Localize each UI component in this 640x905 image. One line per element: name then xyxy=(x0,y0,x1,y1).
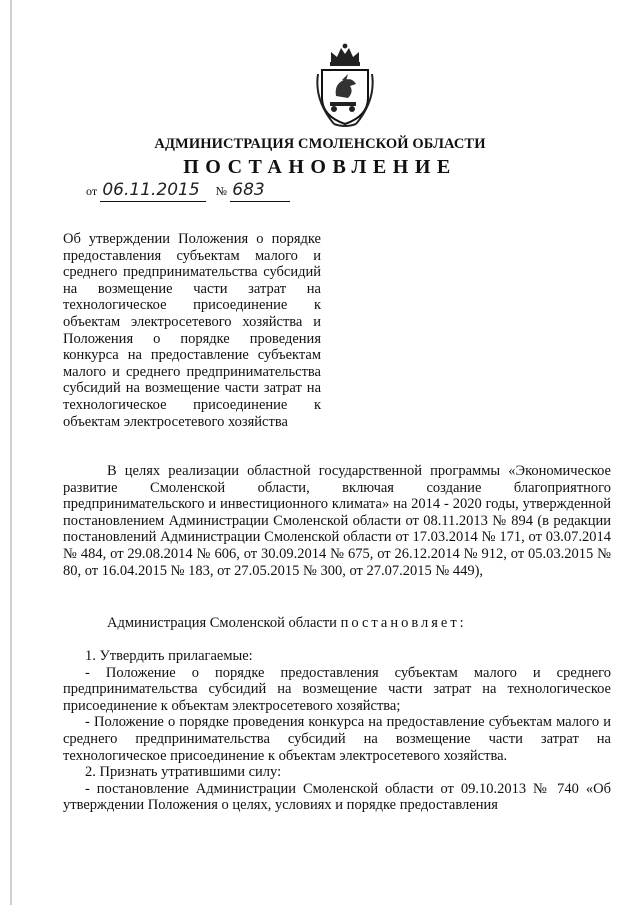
subject-text: Об утверждении Положения о порядке предоставления субъектам малого и среднего предпринимательства субсидий на возмещение части затрат на технологическое присоединение к объектам электросетевого хозяйства и Положения о порядке проведения конкурса на предоставление субъектам малого и среднего предпринимательства субсидий на возмещение части затрат на технологическое присоединение к объектам электросетевого хозяйства xyxy=(63,231,321,430)
item-2-a: - постановление Администрации Смоленской области от 09.10.2013 № 740 «Об утверждении Положения о целях, условиях и порядке предоставления xyxy=(63,780,611,814)
handwritten-date: 06.11.2015 xyxy=(100,180,206,202)
document-subject xyxy=(63,231,321,430)
number-label: № xyxy=(215,184,228,198)
preamble-block xyxy=(63,463,611,579)
item-1-title: 1. Утвердить прилагаемые: xyxy=(85,648,253,664)
item-1-a: - Положение о порядке предоставления субъектам малого и среднего предпринимательства субсидий на возмещение части затрат на технологическое присоединение к объектам электросетевого хозяйства; xyxy=(63,664,611,714)
organization-title: АДМИНИСТРАЦИЯ СМОЛЕНСКОЙ ОБЛАСТИ xyxy=(154,136,486,152)
resolution-items xyxy=(63,648,611,814)
resolution-lead: Администрация Смоленской области xyxy=(107,615,337,631)
resolution-line xyxy=(63,615,611,632)
document-type-title: ПОСТАНОВЛЕНИЕ xyxy=(183,156,457,178)
item-1-b: - Положение о порядке проведения конкурса на предоставление субъектам малого и среднего предпринимательства субсидий на возмещение части затрат на технологическое присоединение к объектам электросетевого хозяйства. xyxy=(63,714,611,764)
item-2-title: 2. Признать утратившими силу: xyxy=(85,764,282,781)
handwritten-number: 683 xyxy=(230,180,290,202)
date-label: от xyxy=(86,184,98,198)
preamble-text: В целях реализации областной государственной программы «Экономическое развитие Смоленской области, включая создание благоприятного предпринимательского и инвестиционного климата» на 2014 - 2020 годы, утвержденной постановлением Администрации Смоленской области от 08.11.2013 № 894 (в редакции постановлений Администрации Смоленской области от 17.03.2014 № 171, от 03.07.2014 № 484, от 29.08.2014 № 606, от 30.09.2014 № 675, от 26.12.2014 № 912, от 05.03.2015 № 80, от 16.04.2015 № 183, от 27.05.2015 № 300, от 27.07.2015 № 449), xyxy=(63,463,611,579)
resolution-verb: постановляет: xyxy=(340,615,467,631)
coat-of-arms-emblem xyxy=(314,40,376,128)
date-number-line xyxy=(86,180,290,202)
